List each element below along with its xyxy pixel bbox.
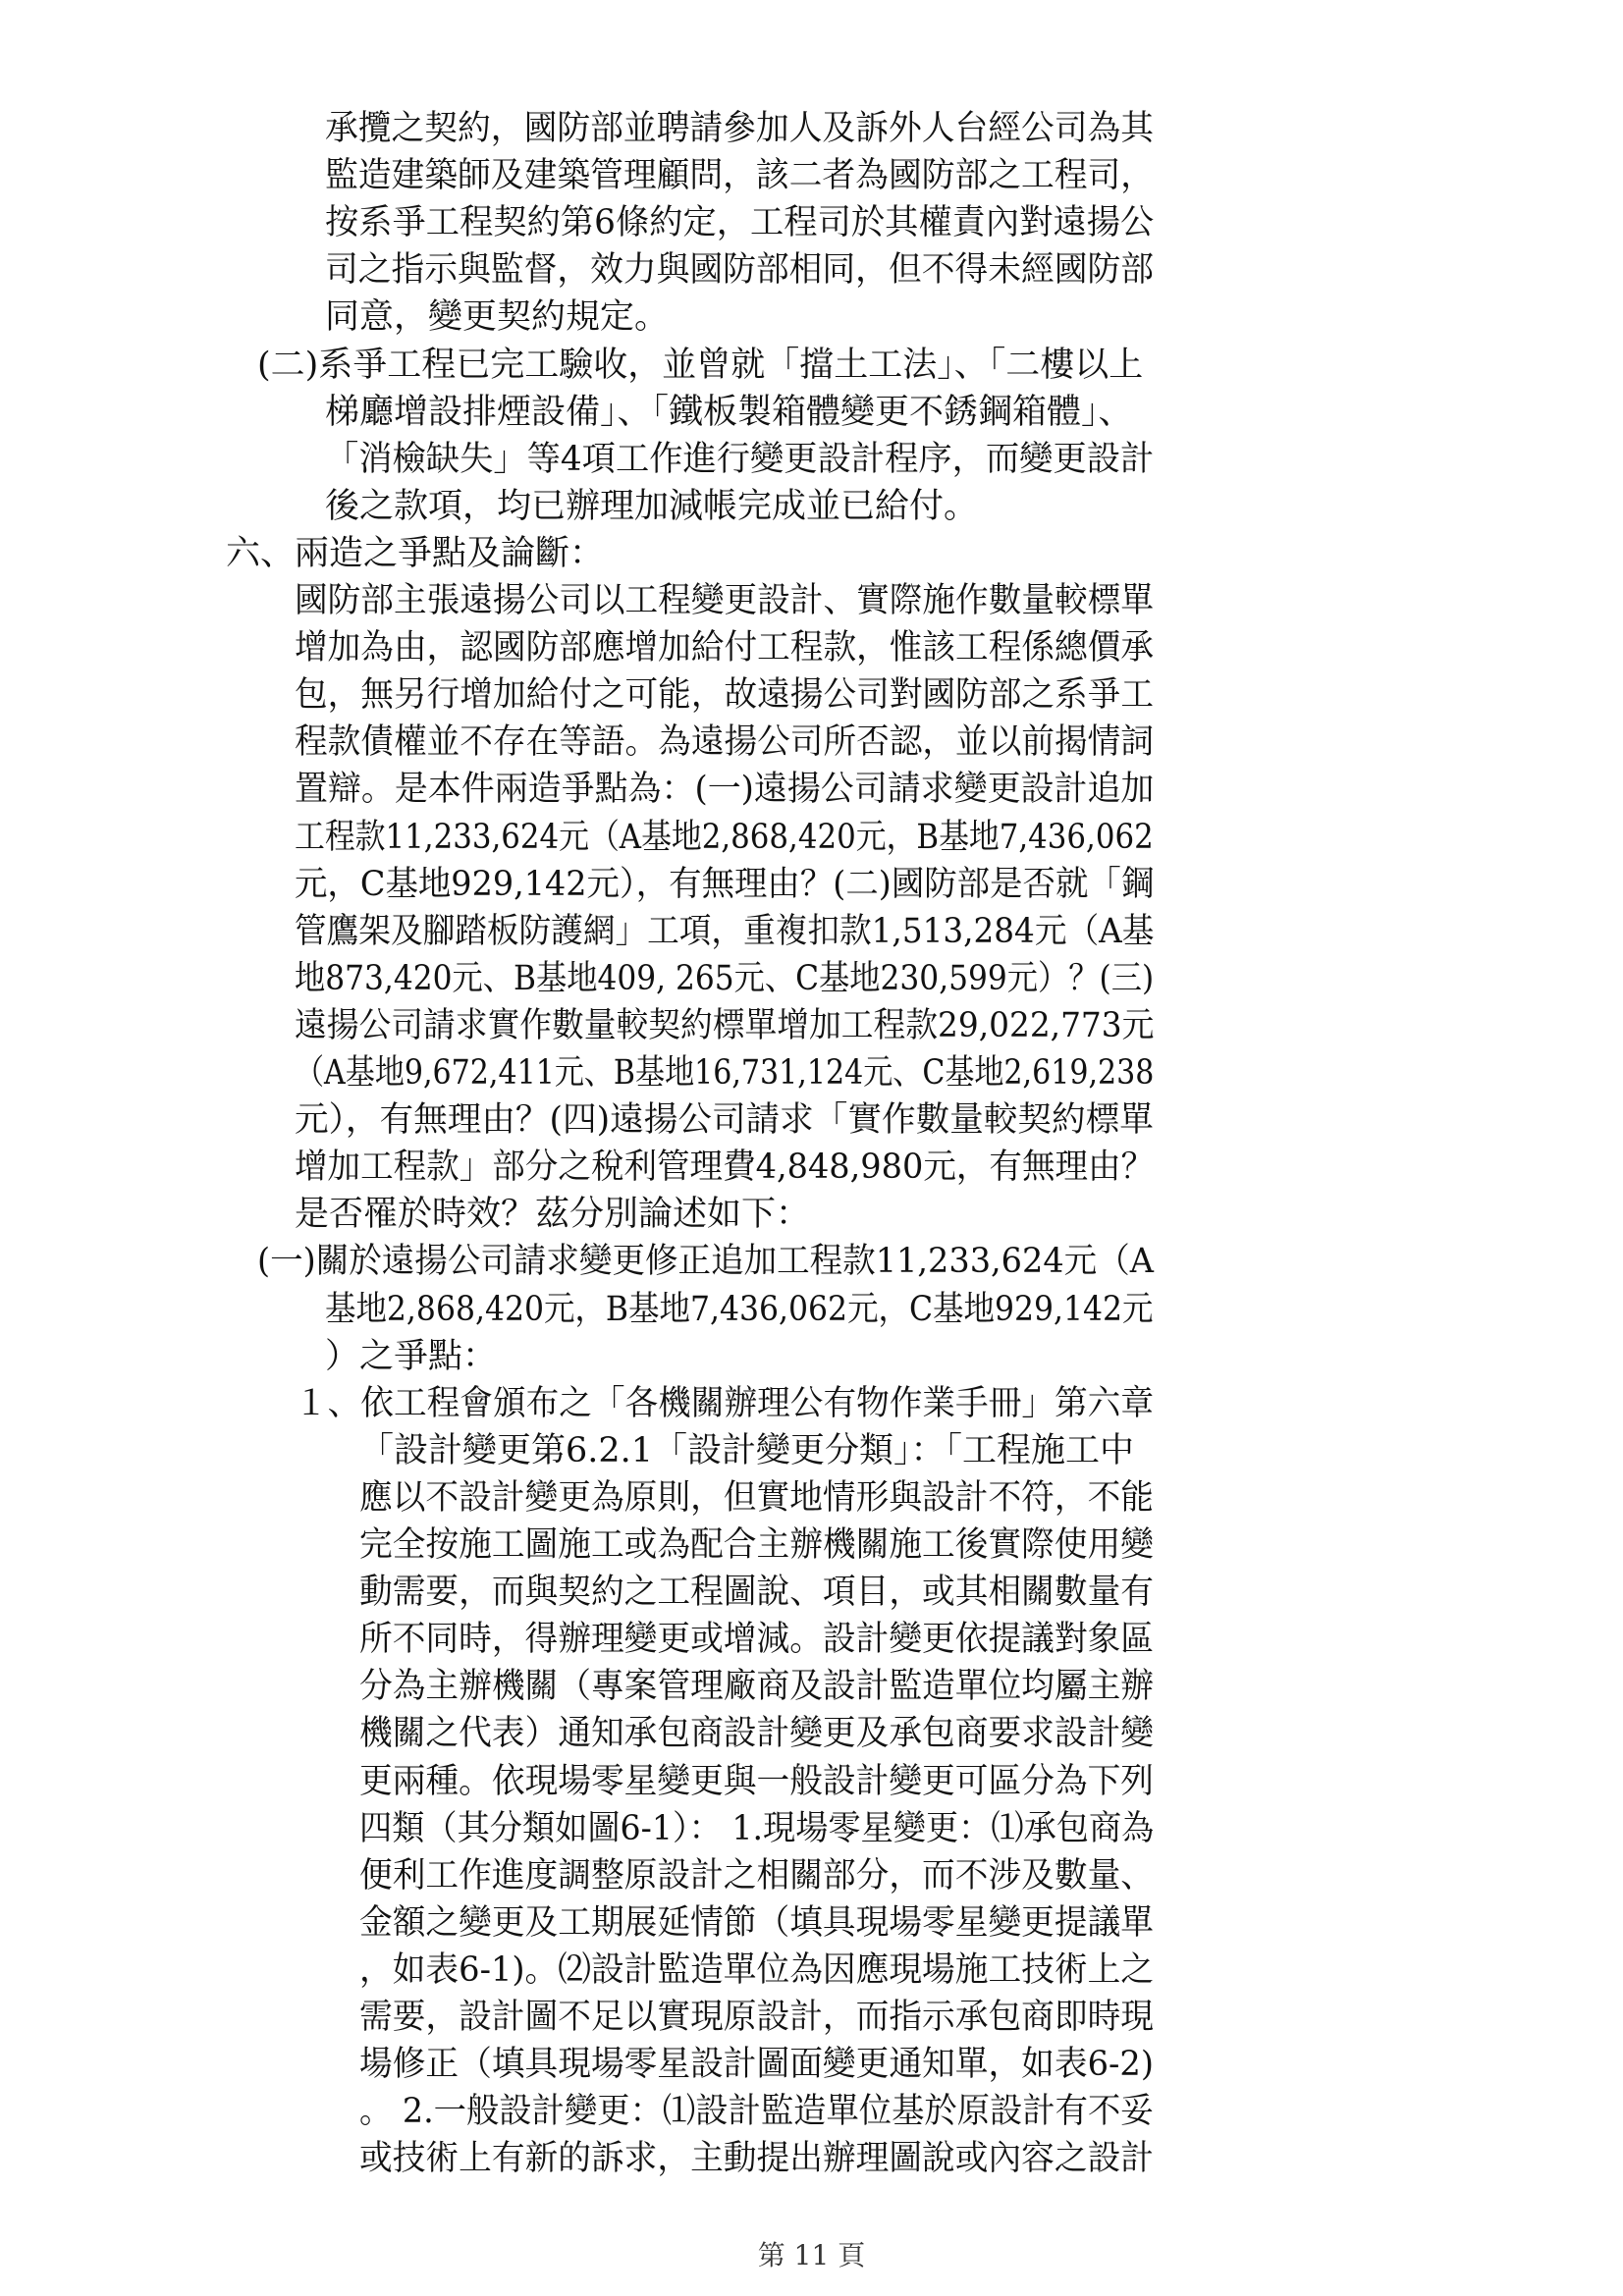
text-line: 遠揚公司請求實作數量較契約標單增加工程款29,022,773元 <box>295 1006 1155 1045</box>
text-line: 需要，設計圖不足以實現原設計，而指示承包商即時現 <box>359 1998 1155 2037</box>
text-line: 「設計變更第6.2.1「設計變更分類」：「工程施工中 <box>359 1431 1135 1470</box>
text-line: 便利工作進度調整原設計之相關部分，而不涉及數量、 <box>359 1856 1155 1896</box>
text-line: (二)系爭工程已完工驗收，並曾就「擋土工法」、「二樓以上 <box>257 346 1144 385</box>
text-line: 承攬之契約，國防部並聘請參加人及訴外人台經公司為其 <box>325 109 1155 148</box>
text-line: 或技術上有新的訴求，主動提出辦理圖說或內容之設計 <box>359 2139 1155 2178</box>
text-line: 後之款項，均已辦理加減帳完成並已給付。 <box>325 487 979 526</box>
text-line: 應以不設計變更為原則，但實地情形與設計不符，不能 <box>359 1478 1155 1518</box>
text-line: 元，C基地929,142元），有無理由？(二)國防部是否就「鋼 <box>295 865 1155 904</box>
text-line: 完全按施工圖施工或為配合主辦機關施工後實際使用變 <box>359 1525 1155 1565</box>
text-line: １、依工程會頒布之「各機關辦理公有物作業手冊」第六章 <box>295 1384 1154 1423</box>
text-line: 六、兩造之爭點及論斷： <box>226 534 605 573</box>
text-line: 按系爭工程契約第6條約定，工程司於其權責內對遠揚公 <box>325 203 1155 242</box>
text-line: 更兩種。依現場零星變更與一般設計變更可區分為下列 <box>359 1762 1155 1801</box>
text-line: 場修正（填具現場零星設計圖面變更通知單，如表6-2) <box>359 2045 1155 2084</box>
text-line: 「消檢缺失」等4項工作進行變更設計程序，而變更設計 <box>325 440 1155 479</box>
text-line: 。 2.一般設計變更：⑴設計監造單位基於原設計有不妥 <box>359 2092 1154 2131</box>
text-line: 地873,420元、B基地409, 265元、C基地230,599元）？(三) <box>295 959 1155 998</box>
text-line: 機關之代表）通知承包商設計變更及承包商要求設計變 <box>359 1714 1155 1753</box>
text-line: 是否罹於時效？茲分別論述如下： <box>295 1195 811 1234</box>
text-line: 所不同時，得辦理變更或增減。設計變更依提議對象區 <box>359 1620 1155 1659</box>
text-line: 監造建築師及建築管理顧問，該二者為國防部之工程司， <box>325 156 1155 195</box>
text-line: 國防部主張遠揚公司以工程變更設計、實際施作數量較標單 <box>295 581 1154 620</box>
text-line: (一)關於遠揚公司請求變更修正追加工程款11,233,624元（A <box>257 1242 1154 1281</box>
text-line: 同意，變更契約規定。 <box>325 297 670 337</box>
text-line: 增加為由，認國防部應增加給付工程款，惟該工程係總價承 <box>295 628 1154 667</box>
text-line: 管鷹架及腳踏板防護網」工項，重複扣款1,513,284元（A基 <box>295 912 1155 951</box>
text-line: 增加工程款」部分之稅利管理費4,848,980元，有無理由？ <box>295 1148 1155 1187</box>
text-line: 包，無另行增加給付之可能，故遠揚公司對國防部之系爭工 <box>295 675 1154 715</box>
text-line: 四類（其分類如圖6-1）： 1.現場零星變更：⑴承包商為 <box>359 1809 1155 1848</box>
text-line: ）之爭點： <box>325 1337 498 1376</box>
text-line: ，如表6-1)。⑵設計監造單位為因應現場施工技術上之 <box>359 1950 1155 1990</box>
text-line: 金額之變更及工期展延情節（填具現場零星變更提議單 <box>359 1903 1155 1943</box>
text-line: 分為主辦機關（專案管理廠商及設計監造單位均屬主辦 <box>359 1667 1155 1706</box>
text-line: 元），有無理由？(四)遠揚公司請求「實作數量較契約標單 <box>295 1100 1154 1140</box>
page-number: 第 11 頁 <box>757 2239 866 2271</box>
text-line: 基地2,868,420元，B基地7,436,062元，C基地929,142元 <box>325 1290 1154 1329</box>
text-line: 置辯。是本件兩造爭點為：(一)遠揚公司請求變更設計追加 <box>295 770 1155 809</box>
text-line: 程款債權並不存在等語。為遠揚公司所否認，並以前揭情詞 <box>295 722 1154 762</box>
text-line: （A基地9,672,411元、B基地16,731,124元、C基地2,619,238 <box>295 1053 1155 1093</box>
text-line: 梯廳增設排煙設備」、「鐵板製箱體變更不銹鋼箱體」、 <box>325 393 1133 432</box>
text-line: 工程款11,233,624元（A基地2,868,420元，B基地7,436,062 <box>295 818 1154 857</box>
text-line: 動需要，而與契約之工程圖說、項目，或其相關數量有 <box>359 1573 1155 1612</box>
text-line: 司之指示與監督，效力與國防部相同，但不得未經國防部 <box>325 250 1155 290</box>
